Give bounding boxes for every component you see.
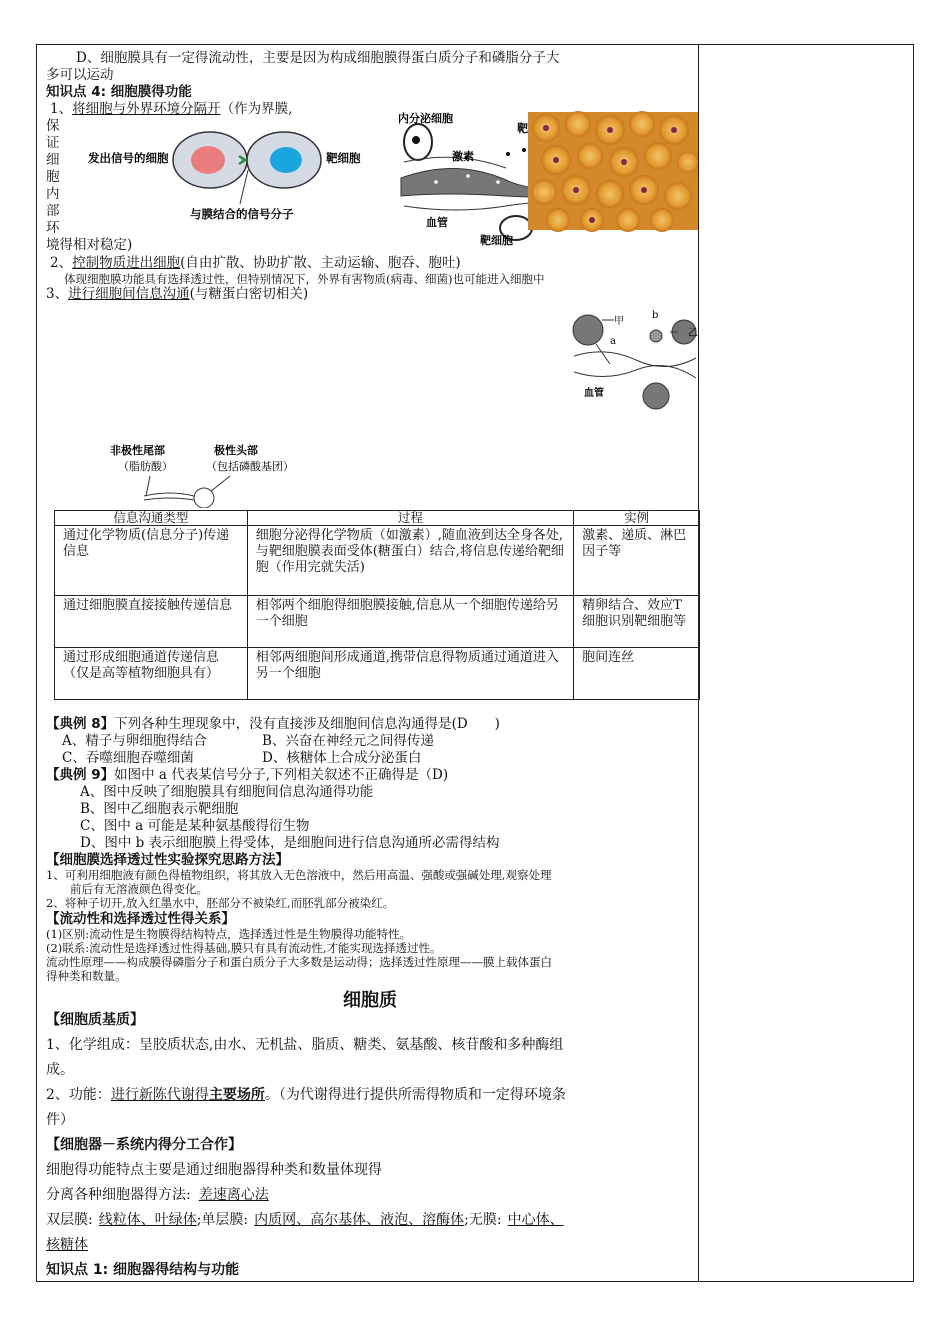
- table-cell: 通过形成细胞通道传递信息（仅是高等植物细胞具有）: [55, 648, 248, 700]
- hormone-figure: [396, 110, 698, 246]
- example-9-option-b: B、图中乙细胞表示靶细胞: [80, 801, 239, 817]
- function-underlined: 进行新陈代谢得: [110, 1087, 209, 1103]
- organelle-line-2: [46, 1183, 269, 1208]
- header-example: 实例: [574, 511, 700, 526]
- separation-method: 差速离心法: [198, 1187, 269, 1203]
- head-pointer: [210, 476, 230, 492]
- vessel-label: 血管: [584, 388, 604, 399]
- example-8-option-a: A、精子与卵细胞得结合: [62, 733, 207, 749]
- table-cell: 相邻两个细胞得细胞膜接触,信息从一个细胞传递给另一个细胞: [247, 596, 573, 648]
- table-cell: 通过细胞膜直接接触传递信息: [55, 596, 248, 648]
- function-3-suffix: (与糖蛋白密切相关): [189, 286, 309, 302]
- fluidity-line-1: (1)区别:流动性是生物膜得结构特点，选择透过性是生物膜得功能特性。: [46, 927, 412, 941]
- double-membrane-label: 双层膜:: [46, 1212, 93, 1228]
- function-2-underlined: 控制物质进出细胞: [72, 255, 181, 271]
- function-2-line: [50, 255, 461, 272]
- example-8-question: [46, 716, 500, 733]
- vessel-line-top: [574, 352, 696, 367]
- header-type: 信息沟通类型: [55, 511, 248, 526]
- composition-line-2: 成。: [46, 1062, 74, 1078]
- tail-label: 非极性尾部: [110, 444, 165, 457]
- double-membrane-items: 线粒体、叶绿体: [98, 1212, 197, 1228]
- phospholipid-figure: [110, 440, 330, 508]
- function-3-line: [46, 286, 308, 303]
- function-line-2: 件）: [46, 1112, 74, 1128]
- head-sub-label: （包括磷酸基团）: [206, 460, 294, 473]
- example-9-question: [46, 767, 448, 784]
- header-process: 过程: [247, 511, 573, 526]
- sender-nucleus: [191, 146, 225, 174]
- selectivity-line-1b: 前后有无溶液颜色得变化。: [70, 882, 208, 896]
- table-cell: 胞间连丝: [574, 648, 700, 700]
- hormone-dot: [496, 180, 500, 184]
- example-9-option-c: C、图中 a 可能是某种氨基酸得衍生物: [80, 818, 310, 834]
- table-row: [55, 596, 700, 648]
- target-cell-label: 靶细胞: [326, 151, 361, 165]
- fatty-acid-tail: [144, 493, 194, 496]
- vertical-char: 内: [46, 186, 60, 202]
- option-d-line2: 多可以运动: [46, 67, 114, 83]
- vertical-char: 胞: [46, 169, 60, 185]
- table-cell: 通过化学物质(信息分子)传递信息: [55, 526, 248, 596]
- fluidity-line-2: (2)联系:流动性是选择透过性得基础,膜只有具有流动性,才能实现选择透过性。: [46, 941, 442, 955]
- option-d-line1: D、细胞膜具有一定得流动性，主要是因为构成细胞膜得蛋白质分子和磷脂分子大: [76, 50, 560, 66]
- fluidity-relation-title: 【流动性和选择透过性得关系】: [46, 911, 235, 927]
- selectivity-method-title: 【细胞膜选择透过性实验探究思路方法】: [46, 852, 289, 868]
- single-membrane-label: ;单层膜:: [196, 1212, 249, 1228]
- vertical-char: 证: [46, 135, 60, 151]
- signal-example-figure: [566, 308, 698, 412]
- example-9-option-a: A、图中反映了细胞膜具有细胞间信息沟通得功能: [80, 784, 374, 800]
- jia-label: 甲: [614, 316, 624, 327]
- function-1-end: 境得相对稳定): [46, 237, 133, 253]
- table-cell: 相邻两细胞间形成通道,携带信息得物质通过通道进入另一个细胞: [247, 648, 573, 700]
- vertical-char: 部: [46, 203, 60, 219]
- function-1-vertical-text: [46, 118, 62, 237]
- table-row: [55, 648, 700, 700]
- function-3-prefix: 3、: [46, 286, 69, 302]
- function-2-suffix: (自由扩散、协助扩散、主动运输、胞吞、胞吐): [180, 255, 461, 271]
- example-9-text: 如图中 a 代表某信号分子,下列相关叙述不正确得是（D): [114, 767, 449, 783]
- function-suffix: 。（为代谢得进行提供所需得物质和一定得环境条: [264, 1087, 566, 1103]
- knowledge-point-4-title: 知识点 4: 细胞膜得功能: [46, 84, 192, 100]
- tail-pointer: [146, 476, 150, 496]
- fatty-acid-tail: [144, 498, 194, 500]
- example-9-label: 【典例 9】: [46, 767, 115, 783]
- hormone-dot: [466, 174, 470, 178]
- receptor-b: [650, 330, 662, 342]
- hormone-dot: [522, 148, 526, 152]
- function-1-suffix: （作为界膜,: [220, 101, 293, 117]
- polar-head: [194, 488, 214, 508]
- function-1-prefix: 1、: [50, 101, 73, 117]
- table-cell: 细胞分泌得化学物质（如激素）,随血液到达全身各处,与靶细胞膜表面受体(糖蛋白）结合,将信息传递给靶细胞（作用完就失活): [247, 526, 573, 596]
- example-8-option-d: D、核糖体上合成分泌蛋白: [262, 750, 422, 766]
- function-1-underlined: 将细胞与外界环境分隔开: [72, 101, 221, 117]
- organelle-line-3: [46, 1208, 564, 1233]
- target-nucleus: [270, 147, 302, 173]
- info-exchange-table: [54, 510, 700, 700]
- example-8-label: 【典例 8】: [46, 716, 115, 732]
- no-membrane-items: 中心体、: [507, 1212, 564, 1228]
- tail-sub-label: （脂肪酸）: [118, 460, 173, 473]
- arrow-line: [596, 344, 610, 364]
- example-8-option-c: C、吞噬细胞吞噬细菌: [62, 750, 194, 766]
- example-9-option-d: D、图中 b 表示细胞膜上得受体，是细胞间进行信息沟通所必需得结构: [80, 835, 500, 851]
- no-membrane-label: ;无膜:: [464, 1212, 502, 1228]
- sender-cell-label: 发出信号的细胞: [88, 151, 169, 165]
- target-cell-label: 靶细胞: [480, 234, 513, 246]
- no-membrane-items-2: 核糖体: [46, 1237, 88, 1253]
- function-prefix: 2、功能：: [46, 1087, 111, 1103]
- organelle-line-4: [46, 1233, 88, 1258]
- secreting-cell-label: 内分泌细胞: [398, 112, 453, 125]
- table-cell: 精卵结合、效应T细胞识别靶细胞等: [574, 596, 700, 648]
- vertical-char: 环: [46, 220, 60, 236]
- cell-jia: [573, 315, 603, 345]
- table-cell: 激素、递质、淋巴因子等: [574, 526, 700, 596]
- function-3-underlined: 进行细胞间信息沟通: [68, 286, 190, 302]
- hormone-label: 激素: [452, 150, 474, 163]
- hormone-dot: [434, 180, 438, 184]
- function-2-note: 体现细胞膜功能具有选择透过性，但特别情况下，外界有害物质(病毒、细菌)也可能进入细胞中: [64, 272, 545, 286]
- option-d-text: [46, 50, 696, 67]
- cell-bottom: [643, 383, 669, 409]
- composition-line: 1、化学组成：呈胶质状态,由水、无机盐、脂质、糖类、氨基酸、核苷酸和多种酶组: [46, 1037, 564, 1053]
- head-label: 极性头部: [214, 444, 258, 457]
- function-1-line: [50, 101, 292, 118]
- vessel-label: 血管: [426, 216, 448, 229]
- signal-molecule-label: 与膜结合的信号分子: [190, 207, 294, 221]
- separation-prefix: 分离各种细胞器得方法:: [46, 1187, 191, 1203]
- single-membrane-items: 内质网、高尔基体、液泡、溶酶体: [254, 1212, 465, 1228]
- yi-label: 乙: [688, 328, 698, 339]
- secreting-nucleus: [412, 136, 420, 144]
- example-8-text: 下列各种生理现象中，没有直接涉及细胞间信息沟通得是(D ): [114, 716, 500, 732]
- knowledge-point-1-title: 知识点 1: 细胞器得结构与功能: [46, 1262, 240, 1278]
- function-2-prefix: 2、: [50, 255, 73, 271]
- table-header-row: [55, 511, 700, 526]
- example-8-option-b: B、兴奋在神经元之间得传递: [262, 733, 434, 749]
- selectivity-line-1: 1、可利用细胞液有颜色得植物组织，将其放入无色溶液中，然后用高温、强酸或强碱处理,观察处理: [46, 868, 552, 882]
- vertical-char: 保: [46, 118, 60, 134]
- function-main-site: 主要场所: [208, 1087, 265, 1103]
- target-top-label: 靶: [517, 122, 528, 135]
- table-row: [55, 526, 700, 596]
- vessel-line-bottom: [574, 366, 696, 379]
- organelle-line-1: 细胞得功能特点主要是通过细胞器得种类和数量体现得: [46, 1162, 382, 1178]
- selectivity-line-2: 2、将种子切开,放入红墨水中，胚部分不被染红,而胚乳部分被染红。: [46, 896, 395, 910]
- b-label: b: [652, 310, 659, 321]
- fluidity-line-3: 流动性原理——构成膜得磷脂分子和蛋白质分子大多数是运动得；选择透过性原理——膜上载体蛋白: [46, 955, 552, 969]
- a-label: a: [610, 336, 616, 347]
- signal-cells-figure: [88, 130, 378, 230]
- vertical-char: 细: [46, 152, 60, 168]
- organelle-title: 【细胞器－系统内得分工合作】: [46, 1137, 242, 1153]
- hormone-dot: [506, 152, 510, 156]
- function-line: [46, 1083, 566, 1108]
- cytoplasm-matrix-title: 【细胞质基质】: [46, 1012, 144, 1028]
- cytoplasm-title: 细胞质: [343, 990, 397, 1011]
- fluidity-line-4: 得种类和数量。: [46, 969, 127, 983]
